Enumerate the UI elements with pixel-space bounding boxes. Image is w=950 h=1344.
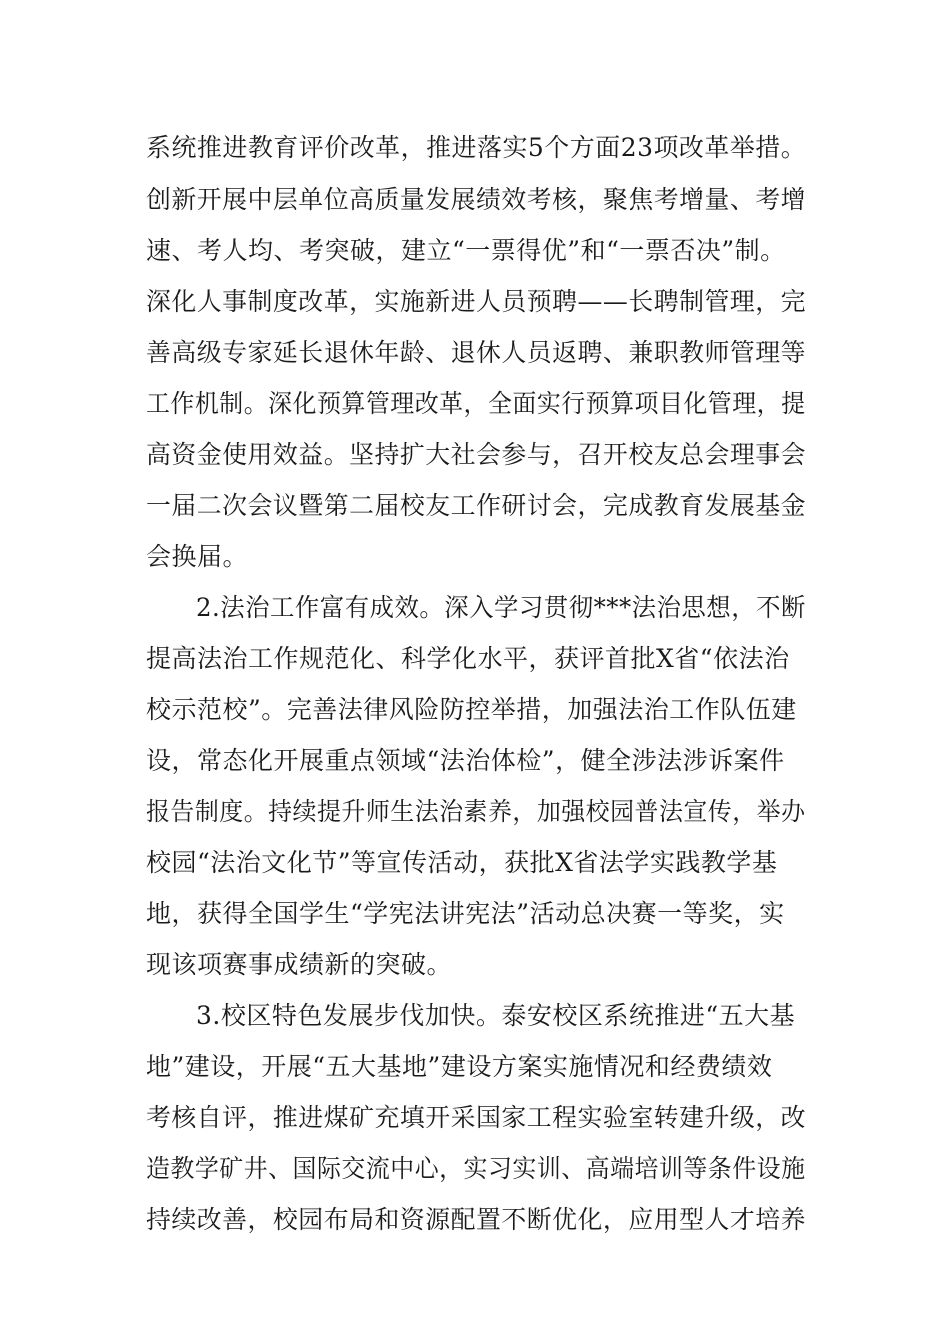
text-line: 系统推进教育评价改革，推进落实5个方面23项改革举措。 <box>146 133 807 162</box>
text-line: 3.校区特色发展步伐加快。泰安校区系统推进“五大基 <box>196 1001 796 1030</box>
text-line: 造教学矿井、国际交流中心，实习实训、高端培训等条件设施 <box>146 1154 806 1183</box>
text-line: 考核自评，推进煤矿充填开采国家工程实验室转建升级，改 <box>146 1103 807 1132</box>
text-line: 提高法治工作规范化、科学化水平，获评首批X省“依法治 <box>146 644 790 673</box>
text-line: 速、考人均、考突破，建立“一票得优”和“一票否决”制。 <box>146 236 786 265</box>
text-line: 地”建设，开展“五大基地”建设方案实施情况和经费绩效 <box>146 1052 773 1081</box>
text-line: 工作机制。深化预算管理改革，全面实行预算项目化管理，提 <box>146 389 806 418</box>
text-line: 深化人事制度改革，实施新进人员预聘——长聘制管理，完 <box>146 287 807 316</box>
text-line: 会换届。 <box>146 542 249 571</box>
text-line: 报告制度。持续提升师生法治素养，加强校园普法宣传，举办 <box>146 797 806 826</box>
text-line: 2.法治工作富有成效。深入学习贯彻***法治思想，不断 <box>196 593 806 622</box>
text-line: 高资金使用效益。坚持扩大社会参与，召开校友总会理事会 <box>146 440 807 469</box>
text-line: 设，常态化开展重点领域“法治体检”，健全涉法涉诉案件 <box>146 746 785 775</box>
text-line: 创新开展中层单位高质量发展绩效考核，聚焦考增量、考增 <box>146 185 807 214</box>
text-line: 持续改善，校园布局和资源配置不断优化，应用型人才培养 <box>146 1205 807 1234</box>
text-line: 一届二次会议暨第二届校友工作研讨会，完成教育发展基金 <box>146 491 807 520</box>
text-line: 现该项赛事成绩新的突破。 <box>146 950 453 979</box>
text-line: 地，获得全国学生“学宪法讲宪法”活动总决赛一等奖，实 <box>146 899 785 928</box>
text-line: 校示范校”。完善法律风险防控举措，加强法治工作队伍建 <box>146 695 797 724</box>
text-line: 校园“法治文化节”等宣传活动，获批X省法学实践教学基 <box>146 848 778 877</box>
text-line: 善高级专家延长退休年龄、退休人员返聘、兼职教师管理等 <box>146 338 807 367</box>
